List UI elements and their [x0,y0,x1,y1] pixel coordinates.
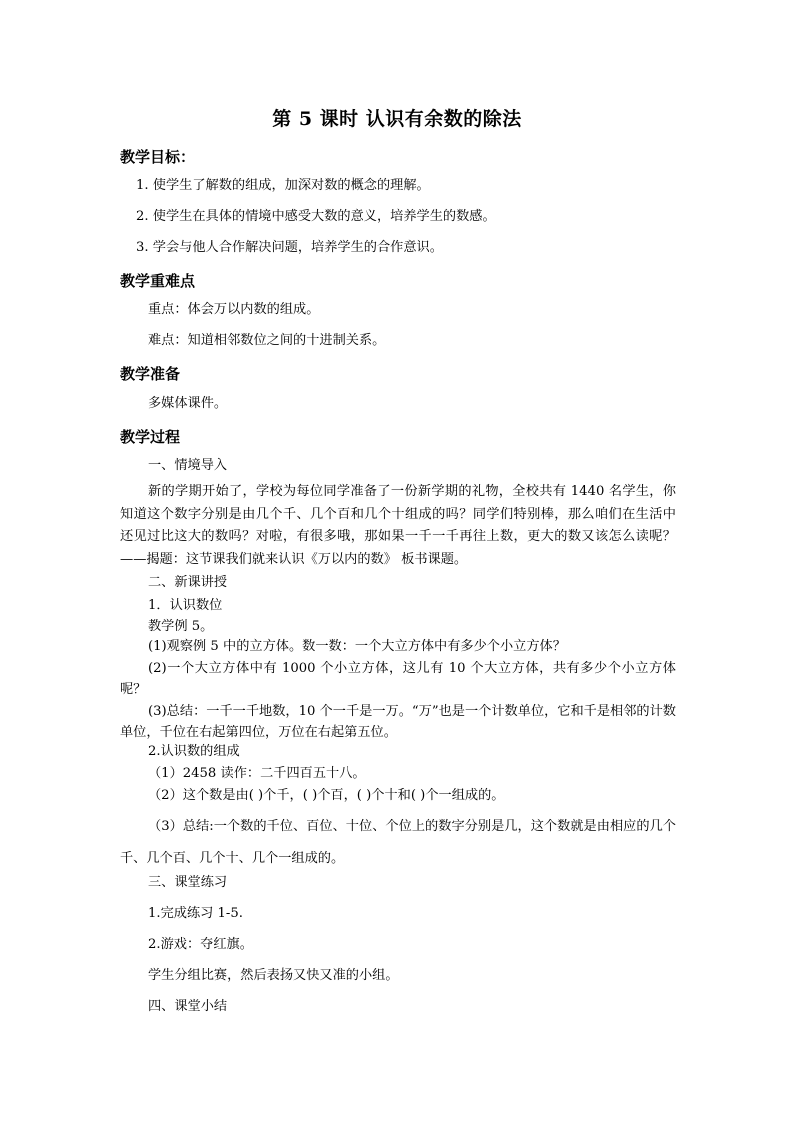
section-1-title: 一、情境导入 [148,458,228,473]
exercise-2: 2.游戏：夺红旗。 [148,937,253,952]
question-3: (3)总结：一千一千地数，10 个一千是一万。“万”也是一个计数单位，它和千是相邻的计数单位，千位在右起第四位，万位在右起第五位。 [120,704,676,740]
preparation-text: 多媒体课件。 [148,396,228,411]
question-2: (2)一个大立方体中有 1000 个小立方体，这儿有 10 个大立方体，共有多少个小立方体呢？ [120,661,676,697]
section-4-title: 四、课堂小结 [148,999,228,1014]
difficult-point: 难点：知道相邻数位之间的十进制关系。 [148,333,386,348]
key-point: 重点：体会万以内数的组成。 [148,302,320,317]
preparation-heading: 教学准备 [120,365,181,383]
lesson-title: 第 5 课时 认识有余数的除法 [272,108,522,130]
exercise-1: 1.完成练习 1-5. [148,906,243,921]
difficulties-heading: 教学重难点 [120,272,196,290]
subsection-place-value: 1．认识数位 [148,598,223,613]
process-heading: 教学过程 [120,428,181,446]
section-3-title: 三、课堂练习 [148,875,228,890]
composition-2: （2）这个数是由( )个千，( )个百，( )个十和( )个一组成的。 [148,788,505,803]
objective-item-1: 1. 使学生了解数的组成，加深对数的概念的理解。 [136,178,430,193]
objective-item-3: 3. 学会与他人合作解决问题，培养学生的合作意识。 [136,240,443,255]
objectives-heading: 教学目标： [120,148,196,166]
subsection-composition: 2.认识数的组成 [148,744,240,759]
exercise-3: 学生分组比赛，然后表扬又快又准的小组。 [148,968,399,983]
question-1: (1)观察例 5 中的立方体。数一数：一个大立方体中有多少个小立方体？ [148,639,566,654]
composition-1: （1）2458 读作：二千四百五十八。 [148,766,366,781]
objective-item-2: 2. 使学生在具体的情境中感受大数的意义，培养学生的数感。 [136,209,496,224]
example-label: 教学例 5。 [148,619,214,634]
composition-3: （3）总结:一个数的千位、百位、十位、个位上的数字分别是几，这个数就是由相应的几个千、几个百、几个十、几个一组成的。 [120,819,676,866]
section-1-paragraph: 新的学期开始了，学校为每位同学准备了一份新学期的礼物，全校共有 1440 名学生，你知道这个数字分别是由几个千、几个百和几个十组成的吗？同学们特别棒，那么咱们在生活中 还见过比这大的数吗？对啦，有很多哦，那如果一千一千再往上数，更大的数又该怎么读呢？——揭题：这节课我们就来认识《万以内的数》 板书课题。 [120,484,676,567]
section-2-title: 二、新课讲授 [148,575,228,590]
